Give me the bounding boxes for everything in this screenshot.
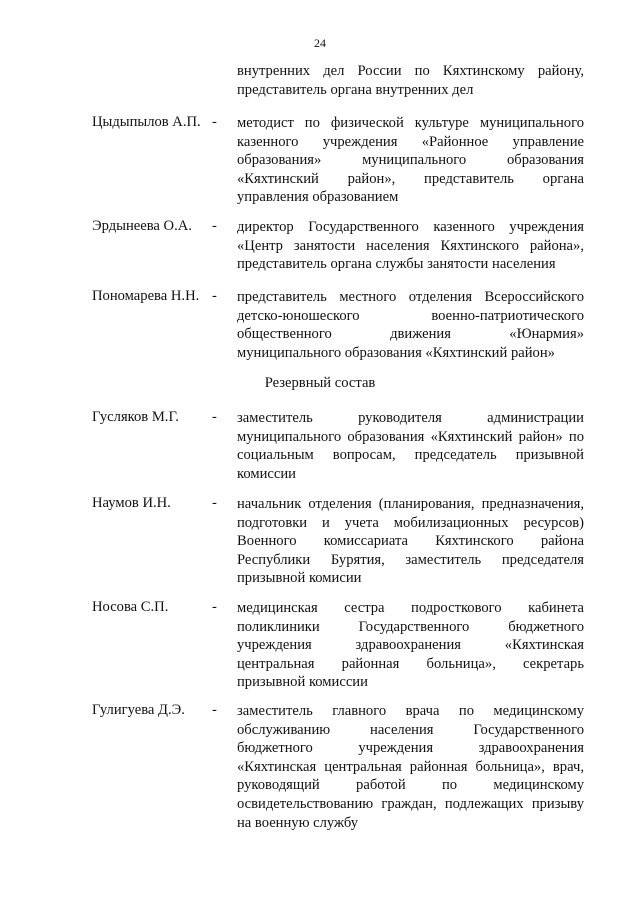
- description-line: представитель местного отделения Всероссийского: [237, 289, 584, 305]
- description-line: подготовки и учета мобилизационных ресурсов): [237, 514, 584, 531]
- separator-dash: -: [212, 218, 217, 234]
- description-line: учреждения здравоохранения «Кяхтинская: [237, 637, 584, 654]
- description-line: казенного учреждения «Районное управление: [237, 133, 584, 150]
- member-name: Гулигуева Д.Э.: [92, 702, 185, 718]
- separator-dash: -: [212, 599, 217, 615]
- description-line: начальник отделения (планирования, предназначения,: [237, 496, 584, 512]
- description-line: центральная районная больница», секретарь: [237, 655, 584, 672]
- description-line: медицинская сестра подросткового кабинета: [237, 600, 584, 616]
- separator-dash: -: [212, 288, 217, 304]
- description-line: детско-юношеского военно-патриотического: [237, 307, 584, 324]
- description-line: управления образованием: [237, 189, 399, 206]
- page-number: 24: [314, 36, 326, 50]
- member-description: [237, 409, 584, 483]
- member-description: [237, 218, 584, 274]
- member-name: Наумов И.Н.: [92, 495, 171, 511]
- description-line: представитель органа службы занятости населения: [237, 256, 556, 273]
- member-name: Гусляков М.Г.: [92, 409, 179, 425]
- description-line: «Центр занятости населения Кяхтинского района»,: [237, 237, 584, 254]
- member-description: [237, 599, 584, 692]
- member-description: [237, 114, 584, 207]
- separator-dash: -: [212, 702, 217, 718]
- description-line: методист по физической культуре муниципального: [237, 115, 584, 131]
- description-line: заместитель главного врача по медицинскому: [237, 703, 584, 719]
- description-line: поликлиники Государственного бюджетного: [237, 618, 584, 635]
- member-description: [237, 702, 584, 832]
- description-line: Военного комиссариата Кяхтинского района: [237, 533, 584, 550]
- reserve-section-title: Резервный состав: [264, 375, 376, 391]
- description-line: директор Государственного казенного учреждения: [237, 219, 584, 235]
- member-name: Пономарева Н.Н.: [92, 288, 200, 304]
- description-line: муниципального образования «Кяхтинский район» по: [237, 428, 584, 445]
- separator-dash: -: [212, 409, 217, 425]
- description-line: бюджетного учреждения здравоохранения: [237, 740, 584, 757]
- member-description: [237, 288, 584, 362]
- description-line: Республики Бурятия, заместитель председателя: [237, 551, 584, 568]
- description-line: «Кяхтинская центральная районная больница», врач,: [237, 758, 584, 775]
- description-line: призывной комисии: [237, 570, 362, 587]
- description-line: внутренних дел России по Кяхтинскому району,: [237, 63, 584, 79]
- description-line: на военную службу: [237, 814, 359, 831]
- description-line: образования» муниципального образования: [237, 152, 584, 169]
- description-line: социальным вопросам, председатель призывной: [237, 447, 584, 464]
- description-line: руководящий работой по медицинскому: [237, 777, 584, 794]
- description-line: муниципального образования «Кяхтинский район»: [237, 344, 555, 361]
- description-line: заместитель руководителя администрации: [237, 410, 584, 426]
- description-line: освидетельствованию граждан, подлежащих призыву: [237, 795, 584, 812]
- description-line: представитель органа внутренних дел: [237, 81, 474, 98]
- member-name: Носова С.П.: [92, 599, 169, 615]
- separator-dash: -: [212, 114, 217, 130]
- description-line: обслуживанию населения Государственного: [237, 721, 584, 738]
- member-name: Цыдыпылов А.П.: [92, 114, 201, 130]
- member-name: Эрдынеева О.А.: [92, 218, 192, 234]
- description-line: «Кяхтинский район», представитель органа: [237, 170, 584, 187]
- description-line: комиссии: [237, 465, 296, 482]
- description-line: призывной комиссии: [237, 674, 368, 691]
- separator-dash: -: [212, 495, 217, 511]
- description-line: общественного движения «Юнармия»: [237, 326, 584, 343]
- member-description: [237, 495, 584, 588]
- continuation-text: [237, 62, 584, 99]
